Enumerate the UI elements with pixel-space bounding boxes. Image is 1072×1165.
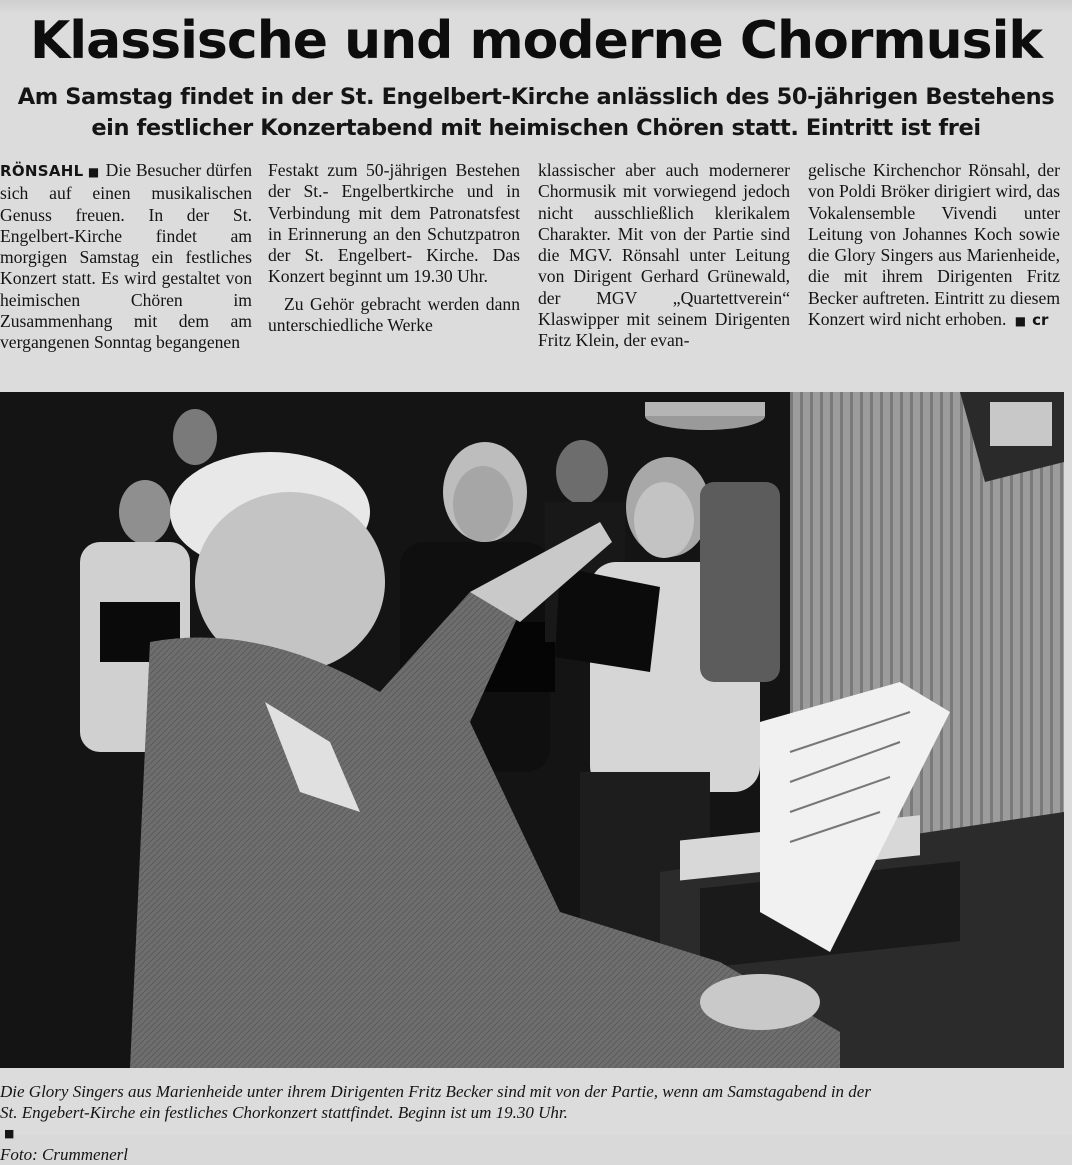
caption-line-2 [0,1102,1064,1165]
photo-caption [0,1081,1064,1165]
column-3-text: klassischer aber auch modernerer Chormusik mit vorwiegend jedoch nicht ausschließlich klerikalem Charakter. Mit von der Partie sind die MGV. Rönsahl unter Leitung von Dirigent Gerhard Grünewald, der MGV „Quartettverein“ Klaswipper mit seinem Dirigenten Fritz Klein, der evan- [538,160,790,351]
text-column-2 [268,160,520,336]
column-2-paragraph-2: Zu Gehör gebracht werden dann unterschiedliche Werke [268,293,520,336]
subheadline-line-2: ein festlicher Konzertabend mit heimischen Chören statt. Eintritt ist frei [91,115,981,141]
singer-back-right [700,482,780,682]
conductor-hand-on-keys [700,974,820,1030]
subheadline [0,82,1072,144]
caption-line-1: Die Glory Singers aus Marienheide unter ihrem Dirigenten Fritz Becker sind mit von der Partie, wenn am Samstagabend in der [0,1082,871,1101]
subheadline-line-1: Am Samstag findet in der St. Engelbert-Kirche anlässlich des 50-jährigen Bestehens [17,84,1055,110]
headline: Klassische und moderne Chormusik [29,11,1042,71]
text-column-4 [808,160,1060,332]
column-2-paragraph-1: Festakt zum 50-jährigen Bestehen der St.- Engelbertkirche und in Verbindung mit dem Patronatsfest in Erinnerung an den Schutzpatron der St. Engelbert- Kirche. Das Konzert beginnt um 19.30 Uhr. [268,160,520,287]
text-column-3 [538,160,790,352]
choir-photo-drawing [0,392,1064,1068]
column-4-text: gelische Kirchenchor Rönsahl, der von Poldi Bröker dirigiert wird, das Vokalensemble Vivendi unter Leitung von Johannes Koch sowie die Glory Singers aus Marienheide, die mit ihrem Dirigenten Fritz Becker auftreten. Eintritt zu diesem Konzert wird nicht erhoben. [808,160,1060,330]
author-initials: cr [1032,311,1049,330]
credit-bullet: ■ [4,1127,15,1140]
author-bullet: ■ [1014,314,1027,329]
text-column-1 [0,160,252,354]
dateline: RÖNSAHL [0,162,84,180]
article-body [0,160,1072,382]
dateline-bullet: ■ [87,165,100,179]
photo-credit: Foto: Crummenerl [0,1145,128,1164]
choir-photo [0,392,1064,1068]
singer-back-left [173,409,217,465]
column-1-text: Die Besucher dürfen sich auf einen musikalischen Genuss freuen. In der St. Engelbert-Kirche findet am morgigen Samstag ein festliches Konzert statt. Es wird gestaltet von heimischen Chören im Zusammenhang mit dem am vergangenen Sonntag begangenen [0,160,252,353]
caption-line-2-text: St. Engebert-Kirche ein festliches Chorkonzert stattfindet. Beginn ist um 19.30 Uhr. [0,1103,568,1122]
